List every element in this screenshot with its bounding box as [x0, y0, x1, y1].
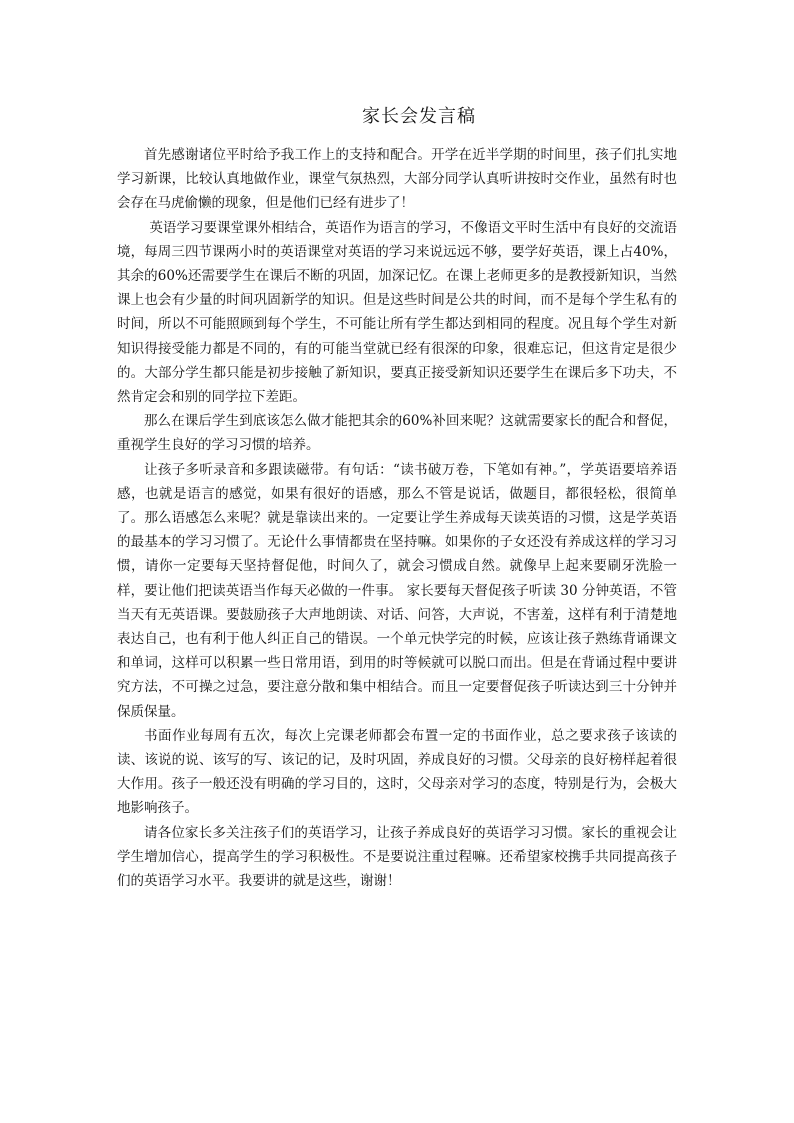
page-title: 家长会发言稿	[362, 106, 476, 127]
paragraph-opening: 首先感谢诸位平时给予我工作上的支持和配合。开学在近半学期的时间里，孩子们扎实地学习新课，比较认真地做作业，课堂气氛热烈，大部分同学认真听讲按时交作业，虽然有时也会存在马虎偷懒的现象，但是他们已经有进步了！	[117, 147, 677, 212]
document-body	[117, 143, 677, 893]
paragraph-after-class: 那么在课后学生到底该怎么做才能把其余的60%补回来呢？这就需要家长的配合和督促，重视学生良好的学习习惯的培养。	[117, 413, 677, 454]
paragraph-reading-habit: 让孩子多听录音和多跟读磁带。有句话：“读书破万卷，下笔如有神。”，学英语要培养语感，也就是语言的感觉，如果有很好的语感，那么不管是说话，做题目，都很轻松，很简单了。那么语感怎么来呢？就是靠读出来的。一定要让学生养成每天读英语的习惯，这是学英语的最基本的学习习惯了。无论什么事情都贵在坚持嘛。如果你的子女还没有养成这样的学习习惯，请你一定要每天坚持督促他，时间久了，就会习惯成自然。就像早上起来要刷牙洗脸一样，要让他们把读英语当作每天必做的一件事。 家长要每天督促孩子听读 30 分钟英语，不管当天有无英语课。要鼓励孩子大声地朗读、对话、问答，大声说，不害羞，这样有利于清楚地表达自己，也有利于他人纠正自己的错误。一个单元快学完的时候，应该让孩子熟练背诵课文和单词，这样可以积累一些日常用语，到用的时等候就可以脱口而出。但是在背诵过程中要讲究方法，不可操之过急，要注意分散和集中相结合。而且一定要督促孩子听读达到三十分钟并保质保量。	[117, 461, 677, 720]
paragraph-written-homework: 书面作业每周有五次，每次上完课老师都会布置一定的书面作业，总之要求孩子该读的读、该说的说、该写的写、该记的记，及时巩固，养成良好的习惯。父母亲的良好榜样起着很大作用。孩子一般还没有明确的学习目的，这时，父母亲对学习的态度，特别是行为，会极大地影响孩子。	[117, 727, 677, 817]
paragraph-classroom-learning: 英语学习要课堂课外相结合，英语作为语言的学习，不像语文平时生活中有良好的交流语境，每周三四节课两小时的英语课堂对英语的学习来说远远不够，要学好英语，课上占40%，其余的60%还需要学生在课后不断的巩固，加深记忆。在课上老师更多的是教授新知识，当然课上也会有少量的时间巩固新学的知识。但是这些时间是公共的时间，而不是每个学生私有的时间，所以不可能照顾到每个学生，不可能让所有学生都达到相同的程度。况且每个学生对新知识得接受能力都是不同的，有的可能当堂就已经有很深的印象，很难忘记，但这肯定是很少的。大部分学生都只能是初步接触了新知识，要真正接受新知识还要学生在课后多下功夫，不然肯定会和别的同学拉下差距。	[117, 219, 677, 406]
paragraph-closing: 请各位家长多关注孩子们的英语学习，让孩子养成良好的英语学习习惯。家长的重视会让学生增加信心，提高学生的学习积极性。不是要说注重过程嘛。还希望家校携手共同提高孩子们的英语学习水平。我要讲的就是这些，谢谢！	[117, 824, 677, 890]
